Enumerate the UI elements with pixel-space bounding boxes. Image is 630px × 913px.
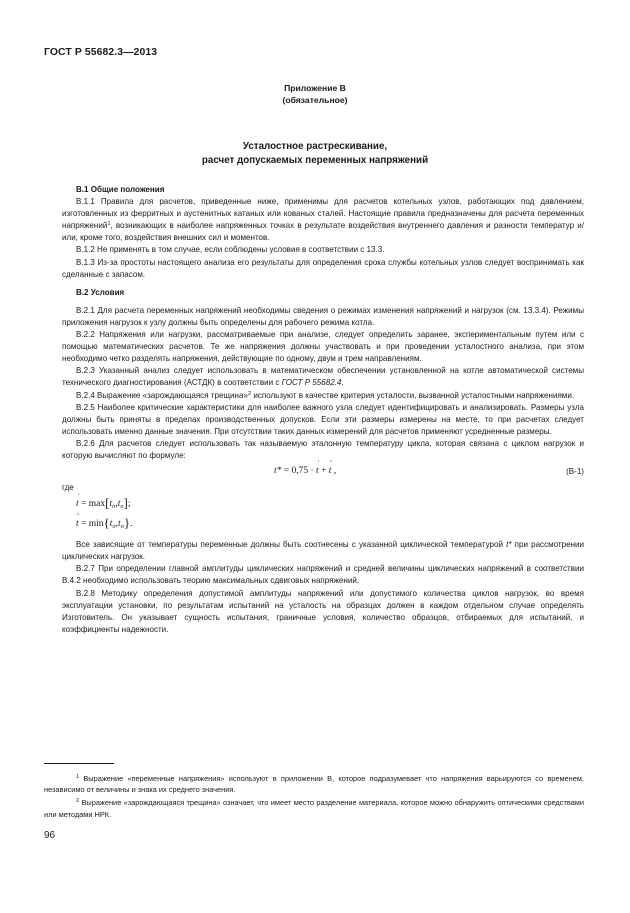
footnote-1: $^1$ Выражение «переменные напряжения» используют в приложении В, которое подразумевает что напряжения варьируются со временем, независимо от величины и знака их среднего значения. [44, 774, 584, 795]
footnotes [44, 773, 584, 822]
footnote-ref[interactable]: 2 [247, 390, 252, 397]
formula: t* = 0,75 · ˙ t + ¨ t , [274, 465, 336, 477]
paragraph: В.2.5 Наиболее критические характеристики для наиболее важного узла следует идентифицировать и анализировать. Размеры узла должны быть приняты в пределах производственных допусков. Если эти размеры измерены на месте, то при расчетах следует использовать именно данные значения. При отсутствии таких данных измерений для расчетов применяют усредненные размеры. [62, 402, 584, 436]
paragraph: В.2.8 Методику определения допустимой амплитуды напряжений или допустимого количества циклов нагрузок, во время эксплуатации установки, по результатам испытаний на усталость на образцах должен в каждом отдельном случае определять Изготовитель. Он указывает сущность испытания, граничные условия, количество образцов, отбираемых для испытаний, и коэффициенты надежности. [62, 588, 584, 634]
annex-title-line2: расчет допускаемых переменных напряжений [201, 155, 429, 166]
where-label: где [62, 483, 74, 493]
equation-number: (В-1) [566, 467, 584, 477]
paragraph: Все зависящие от температуры переменные должны быть соотнесены с указанной циклической температурой t* при рассмотрении циклических нагрузок. [62, 540, 585, 562]
paragraph: В.2.6 Для расчетов следует использовать так называемую эталонную температуру цикла, которая связана с циклом нагрузок и которую вычисляют по формуле: [62, 438, 584, 460]
paragraph: В.1.1 Правила для расчетов, приведенные ниже, применимы для расчетов котельных узлов, работающих под давлением, изготовленных из ферритных и аустенитных катаных или кованых сталей. Настоящие правила предназначены для расчета переменных напряжений$^1$, возникающих в наиболее напряженных точках в результате воздействия внутреннего давления и разности температур и/или, кроме того, воздействия внешних сил и моментов. [62, 197, 584, 243]
footnote-divider [44, 763, 114, 764]
annex-title-line1: Усталостное растрескивание, [242, 141, 388, 152]
formula-min: ¨ $t = \min\{t_\sigma,t_\sigma\}$. [62, 514, 584, 534]
main-text [62, 184, 584, 636]
annex-label: Приложение В [284, 83, 346, 93]
footnote-ref[interactable]: 1 [107, 221, 111, 228]
paragraph: В.1.2 Не применять в том случае, если соблюдены условия в соответствии с 13.3. [76, 245, 385, 255]
paragraph: В.2.7 При определении главной амплитуды циклических напряжений и средней величины циклических напряжений в соответствии В.4.2 необходимо использовать теорию максимальных сдвиговых напряжений. [62, 564, 584, 586]
standard-reference: ГОСТ Р 55682.4 [281, 378, 342, 388]
equation-b1 [62, 462, 584, 482]
paragraph: В.2.3 Указанный анализ следует использовать в математическом обеспечении установленной на котле автоматической системы технического диагностирования (АСТДК) в соответствии с ГОСТ Р 55682.4. [62, 366, 584, 388]
annex-status: (обязательное) [282, 95, 348, 105]
paragraph: В.2.2 Напряжения или нагрузки, рассматриваемые при анализе, следует определить заранее, экспериментальным путем или с помощью математических расчетов. Те же напряжения должны участвовать и при проведении усталостного анализа, при этом необходимо четко разделять напряжения, действующие по одному, двум и трем направлениям. [62, 330, 584, 364]
section-heading: В.2 Условия [76, 287, 125, 297]
document-header: ГОСТ Р 55682.3—2013 [44, 47, 158, 58]
paragraph: В.2.1 Для расчета переменных напряжений необходимы сведения о режимах изменения напряжений и нагрузок (см. 13.3.4). Режимы приложения нагрузок к узлу должны быть определены для рабочего режима котла. [62, 305, 584, 327]
page-number: 96 [44, 830, 56, 841]
formula-max: ˙ $t = \max[t_\sigma,t_\sigma]$; [62, 494, 584, 514]
section-heading: В.1 Общие положения [76, 185, 165, 194]
paragraph: В.2.4 Выражение «зарождающаяся трещина»$^2$ используют в качестве критерия усталости, вызванной усталостными напряжениями. [76, 390, 575, 400]
footnote-2: $^2$ Выражение «зарождающаяся трещина» означает, что имеет место разделение материала, которое можно обнаружить оптическими средствами или методами НРК. [44, 798, 584, 819]
paragraph: В.1.3 Из-за простоты настоящего анализа его результаты для определения срока службы котельных узлов следует воспринимать как сделанные с запасом. [62, 257, 584, 279]
